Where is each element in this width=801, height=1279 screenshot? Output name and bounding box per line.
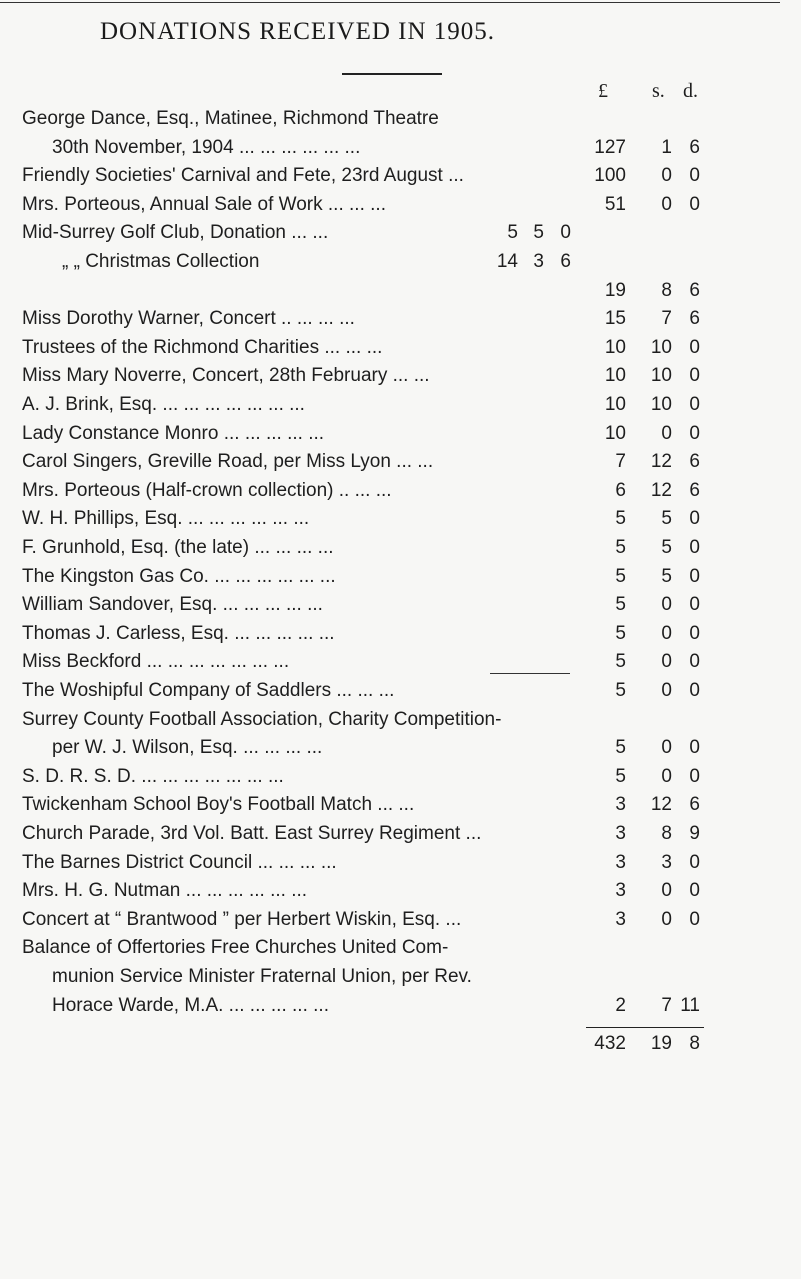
total-pence: 8 xyxy=(689,1033,700,1055)
amount-shillings: 1 xyxy=(661,136,672,158)
amount-pounds: 3 xyxy=(615,908,626,930)
donor-label: The Woshipful Company of Saddlers ... ... ... xyxy=(22,680,395,701)
amount-shillings: 10 xyxy=(650,394,672,415)
amount-pounds: 19 xyxy=(604,279,626,301)
amount-pence: 0 xyxy=(689,394,700,415)
amount-shillings: 8 xyxy=(661,823,672,844)
amount-pounds: 5 xyxy=(615,537,626,558)
donation-row xyxy=(0,880,801,910)
donor-label: Twickenham School Boy's Football Match ... ... xyxy=(22,794,415,816)
amount-pounds: 100 xyxy=(594,165,626,187)
amount-shillings: 7 xyxy=(661,308,672,330)
amount-pounds: 3 xyxy=(615,851,626,873)
donor-label: Church Parade, 3rd Vol. Batt. East Surrey Regiment ... xyxy=(22,823,482,844)
amount-pence: 0 xyxy=(689,622,700,644)
amount-shillings: 0 xyxy=(661,765,672,787)
donor-label: A. J. Brink, Esq. ... ... ... ... ... ... ... xyxy=(22,394,305,415)
donation-row xyxy=(0,365,801,395)
amount-pence: 0 xyxy=(689,908,700,930)
amount-pence: 0 xyxy=(689,193,700,215)
donor-label: William Sandover, Esq. ... ... ... ... ... xyxy=(22,594,323,616)
sub-shillings: 5 xyxy=(533,222,544,244)
amount-pence: 6 xyxy=(689,451,700,473)
sub-pence: 0 xyxy=(560,222,571,244)
amount-pounds: 10 xyxy=(604,365,626,387)
donor-label: munion Service Minister Fraternal Union, per Rev. xyxy=(52,966,472,987)
amount-pence: 0 xyxy=(689,565,700,587)
donor-label: Miss Mary Noverre, Concert, 28th February ... ... xyxy=(22,365,430,387)
donation-row xyxy=(0,222,801,252)
donor-label: Lady Constance Monro ... ... ... ... ... xyxy=(22,422,325,444)
donation-row xyxy=(0,737,801,767)
amount-pence: 0 xyxy=(689,422,700,444)
amount-pounds: 127 xyxy=(594,136,626,158)
amount-shillings: 5 xyxy=(661,565,672,587)
amount-pounds: 5 xyxy=(615,594,626,616)
amount-pounds: 3 xyxy=(615,823,626,844)
amount-pounds: 5 xyxy=(615,508,626,530)
amount-pounds: 5 xyxy=(615,622,626,644)
amount-pence: 0 xyxy=(689,165,700,187)
amount-shillings: 0 xyxy=(661,165,672,187)
amount-shillings: 0 xyxy=(661,737,672,759)
amount-pounds: 51 xyxy=(604,193,626,215)
donor-label: The Barnes District Council ... ... ... ... xyxy=(22,851,337,873)
amount-shillings: 0 xyxy=(661,651,672,673)
donation-row xyxy=(0,394,801,424)
donation-row xyxy=(0,137,801,167)
pounds-header: £ xyxy=(598,80,608,102)
amount-pounds: 2 xyxy=(615,994,626,1016)
amount-pounds: 15 xyxy=(604,308,626,330)
donation-row xyxy=(0,852,801,882)
amount-pence: 6 xyxy=(689,794,700,816)
amount-pounds: 5 xyxy=(615,565,626,587)
donation-row xyxy=(0,823,801,853)
donation-row xyxy=(0,995,801,1025)
title-underline xyxy=(342,73,442,75)
amount-pence: 0 xyxy=(689,508,700,530)
page-title: DONATIONS RECEIVED IN 1905. xyxy=(100,18,496,45)
amount-pounds: 5 xyxy=(615,680,626,701)
donor-label: Trustees of the Richmond Charities ... ... ... xyxy=(22,336,383,358)
amount-pounds: 10 xyxy=(604,394,626,415)
donation-row xyxy=(0,308,801,338)
top-rule xyxy=(0,2,780,3)
amount-pence: 0 xyxy=(689,336,700,358)
donor-label: Concert at “ Brantwood ” per Herbert Wiskin, Esq. ... xyxy=(22,908,462,930)
donor-label: Miss Dorothy Warner, Concert .. ... ... ... xyxy=(22,308,355,330)
amount-shillings: 0 xyxy=(661,680,672,701)
amount-shillings: 12 xyxy=(650,451,672,473)
donation-row xyxy=(0,623,801,653)
amount-shillings: 0 xyxy=(661,193,672,215)
amount-pence: 6 xyxy=(689,479,700,501)
amount-pence: 0 xyxy=(689,365,700,387)
amount-pence: 0 xyxy=(689,880,700,902)
donor-label: 30th November, 1904 ... ... ... ... ... ... xyxy=(52,136,361,158)
sub-shillings: 3 xyxy=(533,251,544,272)
amount-pounds: 10 xyxy=(604,422,626,444)
donor-label: Balance of Offertories Free Churches United Com- xyxy=(22,937,449,959)
amount-shillings: 5 xyxy=(661,508,672,530)
donation-row xyxy=(0,651,801,681)
donation-row xyxy=(0,594,801,624)
amount-pence: 0 xyxy=(689,737,700,759)
donor-label: The Kingston Gas Co. ... ... ... ... ... ... xyxy=(22,565,336,587)
amount-pounds: 6 xyxy=(615,479,626,501)
donor-label: F. Grunhold, Esq. (the late) ... ... ... ... xyxy=(22,537,334,558)
amount-pence: 9 xyxy=(689,823,700,844)
amount-pence: 11 xyxy=(680,994,700,1016)
total-row xyxy=(0,1033,801,1063)
donor-label: Mrs. Porteous (Half-crown collection) .. ... ... xyxy=(22,479,392,501)
donor-label: Horace Warde, M.A. ... ... ... ... ... xyxy=(52,994,329,1016)
amount-pounds: 3 xyxy=(615,794,626,816)
donation-row xyxy=(0,337,801,367)
donation-row xyxy=(0,966,801,996)
donor-label: Thomas J. Carless, Esq. ... ... ... ... ... xyxy=(22,622,335,644)
donation-row xyxy=(0,566,801,596)
total-shillings: 19 xyxy=(650,1033,672,1055)
amount-pence: 0 xyxy=(689,765,700,787)
amount-pounds: 7 xyxy=(615,451,626,473)
amount-shillings: 5 xyxy=(661,537,672,558)
donation-row xyxy=(0,108,801,138)
amount-pounds: 10 xyxy=(604,336,626,358)
amount-shillings: 12 xyxy=(650,479,672,501)
amount-pence: 6 xyxy=(689,279,700,301)
amount-pence: 6 xyxy=(689,308,700,330)
amount-pounds: 5 xyxy=(615,651,626,673)
donor-label: S. D. R. S. D. ... ... ... ... ... ... ... xyxy=(22,765,284,787)
donor-label: Friendly Societies' Carnival and Fete, 23rd August ... xyxy=(22,165,464,187)
donation-row xyxy=(0,251,801,281)
amount-pence: 6 xyxy=(689,136,700,158)
amount-shillings: 8 xyxy=(661,279,672,301)
donor-label: George Dance, Esq., Matinee, Richmond Theatre xyxy=(22,108,439,129)
donation-row xyxy=(0,194,801,224)
amount-shillings: 0 xyxy=(661,908,672,930)
amount-pence: 0 xyxy=(689,680,700,701)
donation-row xyxy=(0,451,801,481)
donor-label: W. H. Phillips, Esq. ... ... ... ... ... ... xyxy=(22,508,310,530)
sub-pounds: 5 xyxy=(507,222,518,244)
donation-row xyxy=(0,794,801,824)
donor-label: Surrey County Football Association, Charity Competition- xyxy=(22,708,502,730)
amount-shillings: 10 xyxy=(650,365,672,387)
donor-label: Mid-Surrey Golf Club, Donation ... ... xyxy=(22,222,329,244)
subtotal-rule xyxy=(490,673,570,674)
total-pounds: 432 xyxy=(594,1033,626,1055)
amount-pounds: 5 xyxy=(615,737,626,759)
amount-shillings: 10 xyxy=(650,336,672,358)
amount-pounds: 5 xyxy=(615,765,626,787)
donation-row xyxy=(0,937,801,967)
pence-header: d. xyxy=(683,80,698,102)
donor-label: „ „ Christmas Collection xyxy=(62,251,260,272)
donor-label: Mrs. Porteous, Annual Sale of Work ... ... ... xyxy=(22,193,386,215)
donor-label: Miss Beckford ... ... ... ... ... ... ... xyxy=(22,651,290,673)
amount-shillings: 0 xyxy=(661,422,672,444)
amount-shillings: 12 xyxy=(650,794,672,816)
sub-pence: 6 xyxy=(560,251,571,272)
amount-pounds: 3 xyxy=(615,880,626,902)
shillings-header: s. xyxy=(652,80,665,102)
amount-pence: 0 xyxy=(689,537,700,558)
amount-shillings: 7 xyxy=(661,994,672,1016)
donation-row xyxy=(0,766,801,796)
amount-shillings: 3 xyxy=(661,851,672,873)
donor-label: Carol Singers, Greville Road, per Miss Lyon ... ... xyxy=(22,451,434,473)
donor-label: Mrs. H. G. Nutman ... ... ... ... ... ... xyxy=(22,880,308,902)
donation-row xyxy=(0,508,801,538)
donation-row xyxy=(0,480,801,510)
donation-row xyxy=(0,165,801,195)
donation-row xyxy=(0,709,801,739)
amount-shillings: 0 xyxy=(661,880,672,902)
amount-pence: 0 xyxy=(689,594,700,616)
sub-pounds: 14 xyxy=(496,251,518,272)
donation-row xyxy=(0,909,801,939)
amount-shillings: 0 xyxy=(661,594,672,616)
donation-row xyxy=(0,680,801,710)
amount-pence: 0 xyxy=(689,851,700,873)
donation-row xyxy=(0,423,801,453)
amount-pence: 0 xyxy=(689,651,700,673)
donation-row xyxy=(0,537,801,567)
total-rule xyxy=(586,1027,704,1028)
amount-shillings: 0 xyxy=(661,622,672,644)
donation-row xyxy=(0,280,801,310)
donor-label: per W. J. Wilson, Esq. ... ... ... ... xyxy=(52,737,323,759)
